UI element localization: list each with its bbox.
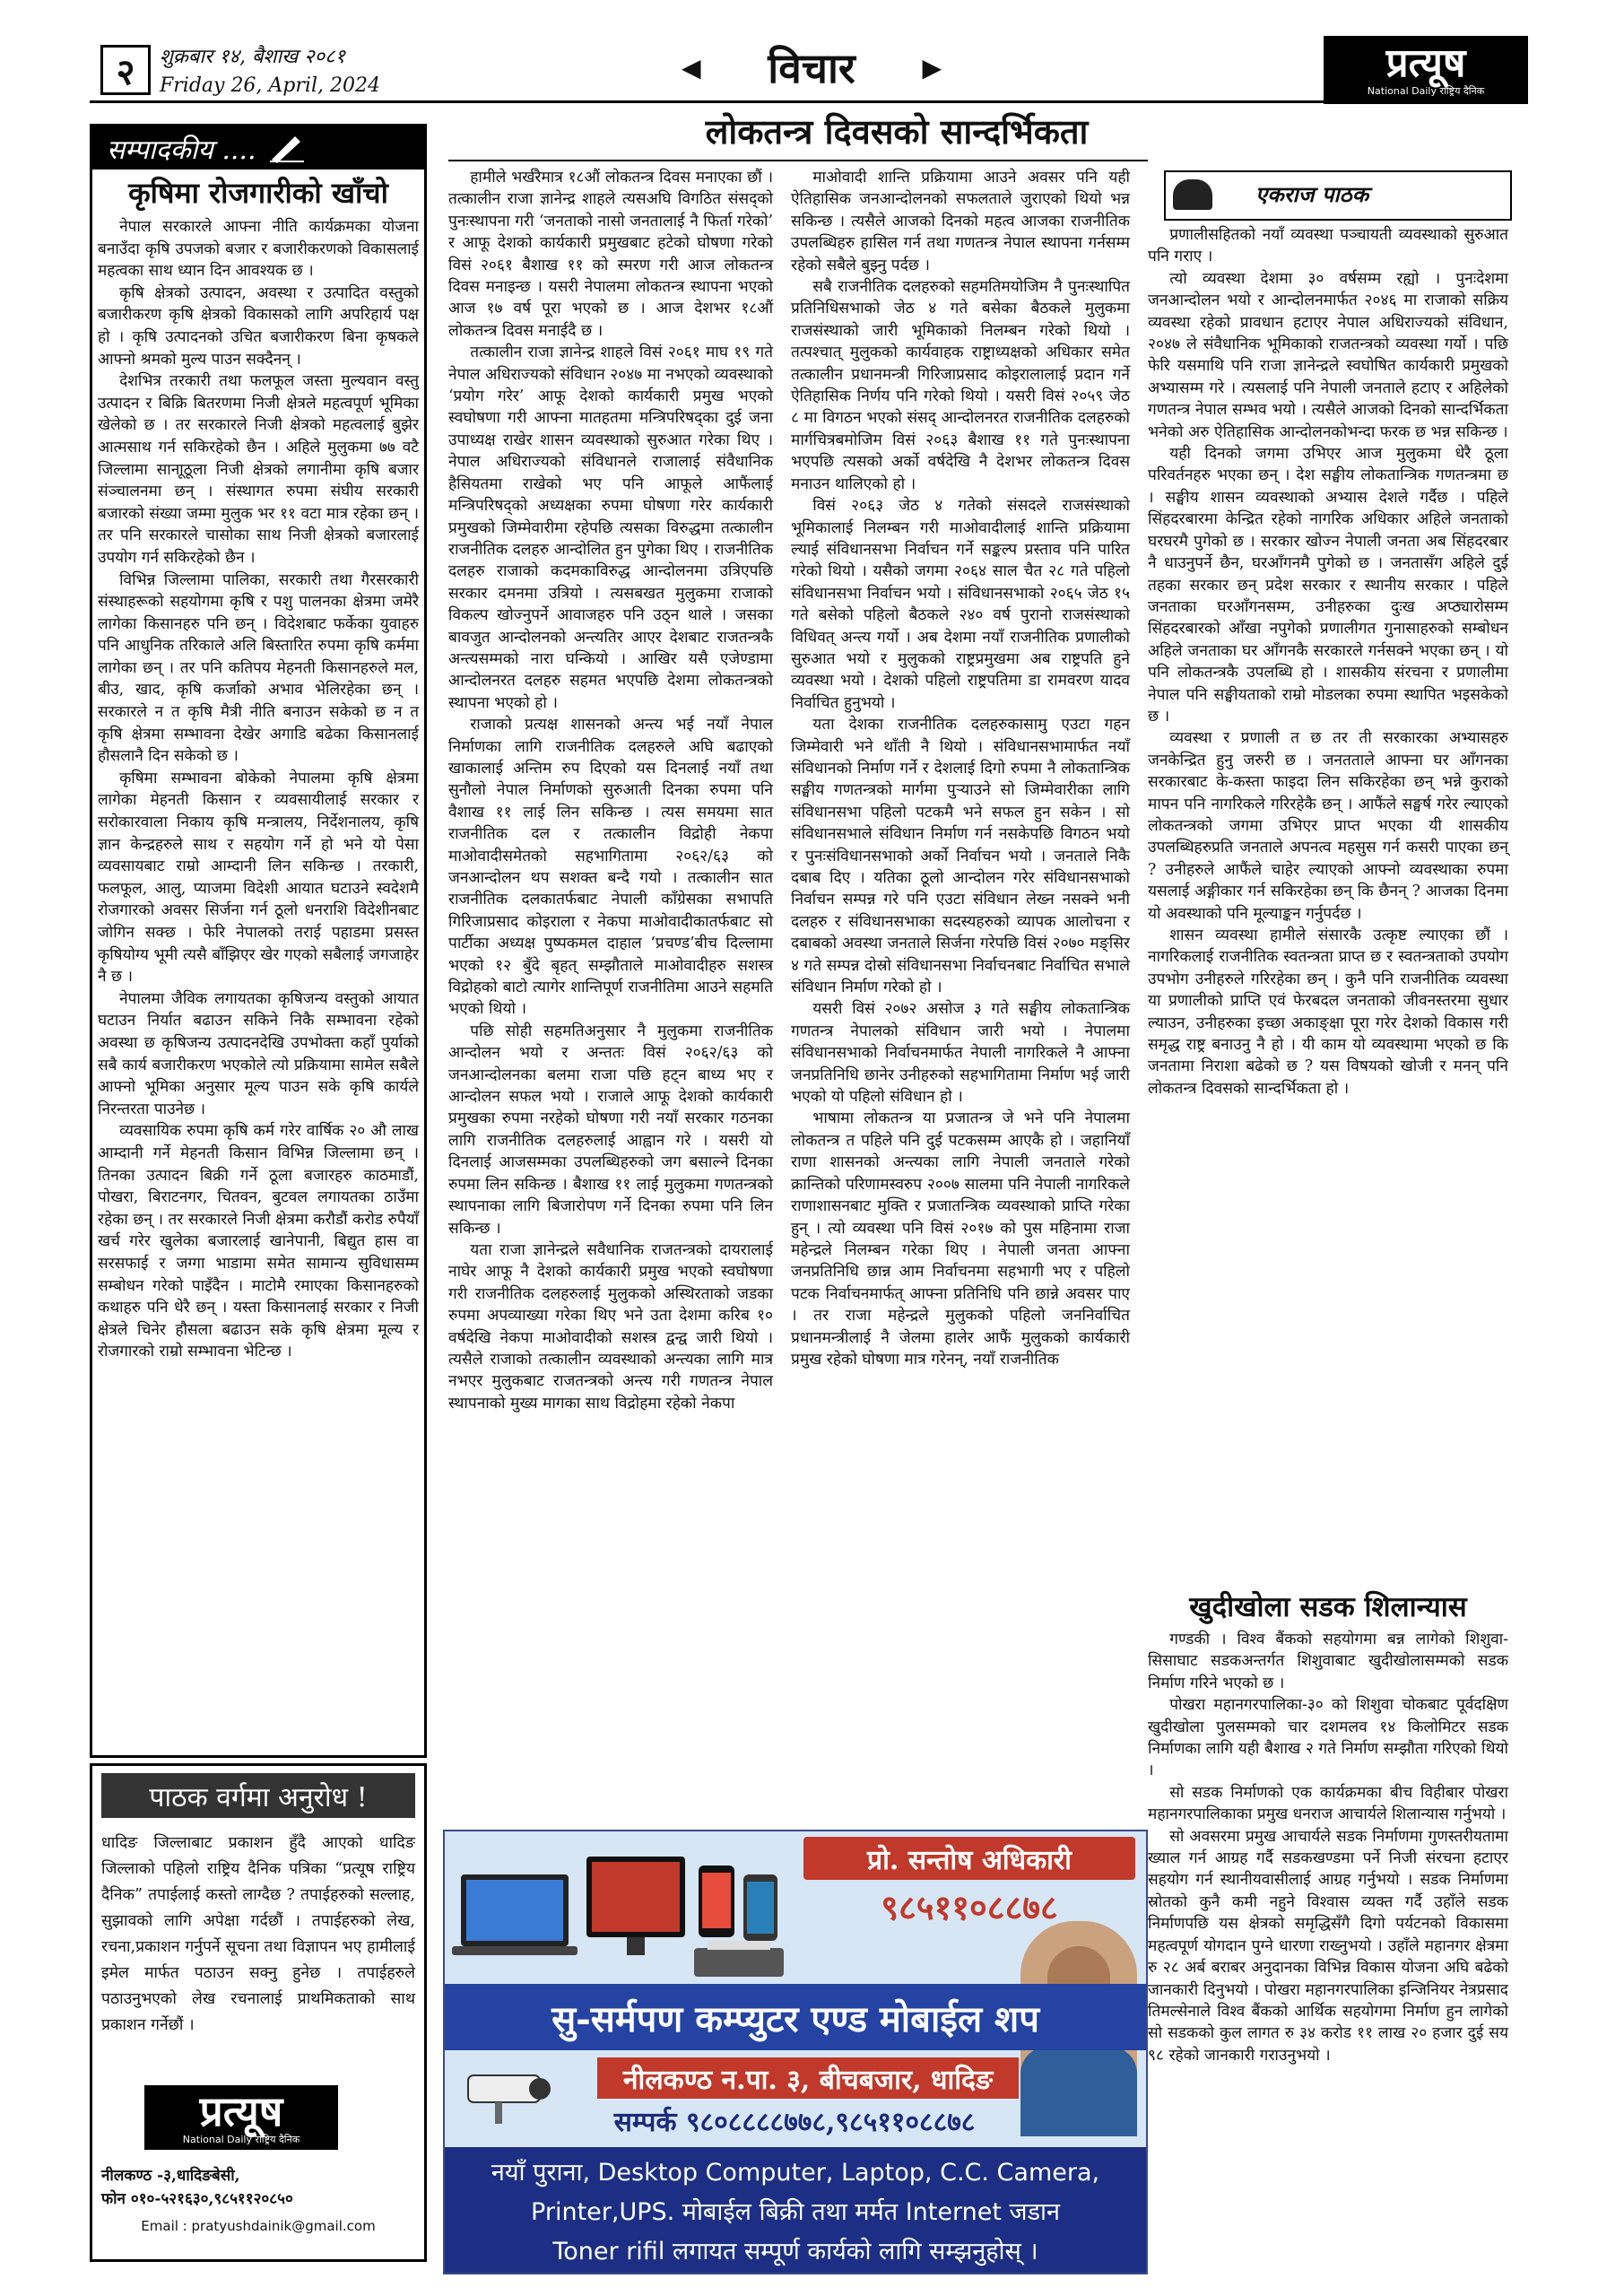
news-paragraph: पोखरा महानगरपालिका-३० को शिशुवा चोकबाट पूर्वदक्षिण खुदीखोला पुलसम्मको चार दशमलव १४ किलोमिटर सडक निर्माणका लागि यही बैशाख २ गते निर्माण सम्झौता गरिएको थियो ।	[1148, 1696, 1508, 1780]
triangle-left-icon: ◀	[682, 52, 701, 83]
editorial-paragraph: कृषि क्षेत्रको उत्पादन, अवस्था र उत्पादित वस्तुको बजारीकरण कृषि क्षेत्रको विकासको लागि अपरिहार्य पक्ष हो । कृषि उत्पादनको उचित बजारीकरण बिना कृषकले आफ्नो श्रमको मुल्य पाउन सक्दैनन् ।	[98, 283, 419, 369]
editorial-paragraph: नेपाल सरकारले आफ्ना नीति कार्यक्रमका योजना बनाउँदा कृषि उपजको बजार र बजारीकरणको विकासलाई महत्वका साथ ध्यान दिन आवश्यक छ ।	[98, 218, 419, 281]
devices-illustration	[452, 1839, 793, 1982]
services-line-3: Toner rifil लगायत सम्पूर्ण कार्यको लागि सम्झनुहोस् ।	[552, 2238, 1038, 2266]
article-rule	[448, 160, 1148, 161]
article-paragraph: तत्कालीन राजा ज्ञानेन्द्र शाहले विसं २०६१ माघ १९ गते नेपाल अधिराज्यको संविधान २०४७ मा नभएको व्यवस्थाको ‘प्रयोग गरेर’ आफू देशको कार्यकारी प्रमुख भएको स्वघोषणा गरी आफ्ना मातहतमा मन्त्रिपरिषद्का दुई जना उपाध्यक्ष राखेर शासन व्यवस्थाको सुरुआत गरेका थिए । नेपाल अधिराज्यको संविधानले राजालाई संवैधानिक हैसियतमा राखेको भए पनि आफूले आफैंलाई मन्त्रिपरिषद्को अध्यक्षका रुपमा घोषणा गरेर कार्यकारी प्रमुखको जिम्मेवारीमा रहेपछि त्यसका विरुद्धमा तत्कालीन राजनीतिक दलहरु आन्दोलित हुन पुगेका थिए । राजनीतिक दलहरु राजाको कदमकाविरुद्ध आन्दोलनमा उत्रिएपछि सरकार दमनमा उत्रियो । त्यसबखत मुलुकमा राजाको विकल्प खोज्नुपर्ने आवाजहरु पनि उठ्न थाले । जसका बावजुत आन्दोलनको अन्त्यतिर आएर देशबाट राजतन्त्रकै अन्त्यसम्मको नारा घन्कियो । आखिर यसै एजेण्डामा आन्दोलनरत दलहरु सहमत भएपछि देशमा लोकतन्त्रको स्थापना भएको हो ।	[448, 344, 773, 712]
notice-logo	[144, 2085, 338, 2150]
news-title: खुदीखोला सडक शिलान्यास	[1189, 1591, 1467, 1623]
article-paragraph: त्यो व्यवस्था देशमा ३० वर्षसम्म रह्यो । पुनःदेशमा जनआन्दोलन भयो र आन्दोलनमार्फत २०४६ मा राजाको सक्रिय व्यवस्था रहेको प्रावधान हटाएर नेपाल अधिराज्यको संविधान, २०४७ ले संवैधानिक भूमिकाको राजतन्त्रको व्यवस्था गर्यो । पछि फेरि यसमाथि पनि राजा ज्ञानेन्द्रले स्वघोषित कार्यकारी प्रमुखको अभ्यासम्म गरे । त्यसलाई पनि नेपाली जनताले हटाए र अहिलेको गणतन्त्र नेपाल सम्भव भयो । त्यसैले आजको दिनको सान्दर्भिकता भनेको अरु ऐतिहासिक आन्दोलनकोभन्दा फरक छ भन्न सकिन्छ ।	[1148, 269, 1508, 441]
proprietor-phone[interactable]: ९८५११०८८७८	[881, 1887, 1058, 1927]
news-paragraph: सो सडक निर्माणको एक कार्यक्रमका बीच विहीबार पोखरा महानगरपालिकाका प्रमुख धनराज आचार्यले शिलान्यास गर्नुभयो ।	[1148, 1783, 1508, 1824]
proprietor-name: प्रो. सन्तोष अधिकारी	[803, 1837, 1135, 1880]
news-body	[1148, 1629, 1508, 2066]
article-column-3	[1148, 224, 1508, 1100]
editorial-paragraph: व्यवसायिक रुपमा कृषि कर्म गरेर वार्षिक २० औ लाख आम्दानी गर्ने मेहनती किसान विभिन्न जिल्लामा छन् । तिनका उत्पादन बिक्री गर्ने ठूला बजारहरु काठमाडौं, पोखरा, बिराटनगर, चितवन, बुटवल लगायतका ठाउँमा रहेका छन् । तर सरकारले निजी क्षेत्रमा करौडौं करोड रुपैयाँ खर्च गरेर खुलेका बजारलाई खानेपानी, बिद्युत हास वा सरसफाई र जग्गा भाडामा समेत सामान्य सुविधासम्म सम्बोधन गरेको पाइँदैन । माटोमै रमाएका किसानहरुको कथाहरु पनि धेरै छन् । यस्ता किसानलाई सरकार र निजी क्षेत्रले चिनेर हौसला बढाउन सके कृषि क्षेत्रमा मूल्य र रोजगारको राम्रो सम्भावना भेटिन्छ ।	[98, 1122, 419, 1361]
advertisement[interactable]	[443, 1830, 1148, 2274]
editorial-box	[90, 124, 427, 1758]
editorial-banner-label: सम्पादकीय ....	[107, 134, 256, 166]
pen-icon	[268, 133, 304, 163]
article-paragraph: माओवादी शान्ति प्रक्रियामा आउने अवसर पनि यही ऐतिहासिक जनआन्दोलनको सफलताले जुराएको थियो भन्न सकिन्छ । त्यसैले आजको दिनको महत्व आजका राजनीतिक उपलब्धिहरु हासिल गर्न तथा गणतन्त्र नेपाल स्थापना गर्नसम्म रहेको सबैले बुझ्नु पर्दछ ।	[791, 169, 1130, 274]
article-paragraph: हामीले भर्खरैमात्र १८औं लोकतन्त्र दिवस मनाएका छौं । तत्कालीन राजा ज्ञानेन्द्र शाहले त्यसअघि विगठित संसद्को पुनःस्थापना गरी ‘जनताको नासो जनतालाई नै फिर्ता गरेको’ र आफू देशको कार्यकारी प्रमुखबाट हटेको घोषणा गरेको विसं २०६१ बैशाख ११ को स्मरण गरी आज लोकतन्त्र दिवस मनाइन्छ । यसरी नेपालमा लोकतन्त्र स्थापना भएको आज १७ वर्ष पूरा भएको छ । आज देशभर १८औं लोकतन्त्र दिवस मनाईदै छ ।	[448, 169, 773, 340]
editorial-paragraph: देशभित्र तरकारी तथा फलफूल जस्ता मुल्यवान वस्तु उत्पादन र बिक्रि बितरणमा निजी क्षेत्रले महत्वपूर्ण भूमिका खेलेको छ । तर सरकारले निजी क्षेत्रको महत्वलाई बुझेर आत्मसाथ गर्न सकिरहेको छैन । अहिले मुलुकमा ७७ वटै जिल्लामा सानाूठूला निजी क्षेत्रको लगानीमा कृषि बजार संञ्चालनमा छन् । संस्थागत रुपमा संघीय सरकारी बजारको संख्या जम्मा मुलुक भर ११ वटा मात्र रहेका छन् । तर पनि सरकारले चासोका साथ निजी क्षेत्रको बजारलाई उपयोग गर्न सकिरहेको छैन ।	[98, 372, 419, 567]
notice-banner: पाठक वर्गमा अनुरोध !	[101, 1773, 415, 1818]
notice-address	[101, 2164, 415, 2211]
article-paragraph: यसरी विसं २०७२ असोज ३ गते सङ्घीय लोकतान्त्रिक गणतन्त्र नेपालको संविधान जारी भयो । नेपालमा संविधानसभाको निर्वाचनमार्फत नेपाली नागरिकले नै आफ्ना जनप्रतिनिधि छानेर उनीहरुको सहभागितामा निर्माण भई जारी भएको यो पहिलो संविधान हो ।	[791, 1000, 1130, 1107]
news-paragraph: सो अवसरमा प्रमुख आचार्यले सडक निर्माणमा गुणस्तरीयतामा ख्याल गर्न आग्रह गर्दै सडकखण्डमा पर्ने निजी संरचना हटाएर सहयोग गर्न स्थानीयवासीलाई आग्रह गर्नुभयो । सडक निर्माणमा स्रोतको कुनै कमी नहुने विश्वास व्यक्त गर्दै उहाँले सडक निर्माणपछि यस क्षेत्रको समृद्धिसँगै दिगो पर्यटनको विकासमा महत्वपूर्ण योगदान पुग्ने धारणा राख्नुभयो । उहाँले महानगर क्षेत्रमा रु २८ अर्ब बराबर अनुदानका विभिन्न विकास योजना अघि बढेको जानकारी दिनुभयो । पोखरा महानगरपालिका इन्जिनियर नेत्रप्रसाद तिमल्सेनाले विश्व बैंकको आर्थिक सहयोगमा निर्माण हुन लागेको सो सडकको कुल लागत रु ३४ करोड ११ लाख २० हजार दुई सय ९८ रहेको जानकारी गराउनुभयो ।	[1148, 1827, 1508, 2065]
editorial-body	[98, 216, 419, 1363]
services-strip	[445, 2147, 1146, 2273]
article-paragraph: यता देशका राजनीतिक दलहरुकासामु एउटा गहन जिम्मेवारी भने थाँती नै थियो । संविधानसभामार्फत नयाँ संविधानको निर्माण गर्ने र देशलाई दिगो रुपमा नै लोकतान्त्रिक सङ्घीय गणतन्त्रको मार्गमा पुऱ्याउने सो जिम्मेवारीका लागि संविधानसभा पहिलो पटकमै भने सफल हुन सकेन । सो संविधानसभाले संविधान निर्माण गर्न नसकेपछि विगठन भयो र पुनःसंविधानसभाको अर्को निर्वाचन भयो । जनताले निकै दबाब दिए । यतिका ठूलो आन्दोलन गरेर संविधानसभाको निर्वाचन सम्पन्न गरे पनि एउटा संविधान लेख्न नसक्ने भनी दलहरु र संविधानसभाका सदस्यहरुको व्यापक आलोचना र दबाबको अवस्था जनताले सिर्जना गरेपछि विसं २०७० मङ्सिर ४ गते सम्पन्न दोस्रो संविधानसभा निर्वाचनबाट निर्वाचित सभाले संविधान निर्माण गरेको हो ।	[791, 716, 1130, 997]
article-paragraph: पछि सोही सहमतिअनुसार नै मुलुकमा राजनीतिक आन्दोलन भयो र अन्ततः विसं २०६२/६३ को जनआन्दोलनका बलमा राजा पछि हट्न बाध्य भए र आन्दोलन सफल भयो । राजाले आफू देशको कार्यकारी प्रमुखका रुपमा नरहेको घोषणा गरी नयाँ सरकार गठनका लागि राजनीतिक दलहरुलाई आह्वान गरे । यसरी यो दिनलाई आजसम्मका उपलब्धिहरुको जग बसाल्ने दिनका रुपमा लिन सकिन्छ । बैशाख ११ लाई मुलुकमा गणतन्त्रको स्थापनाका लागि बिजारोपण गर्ने दिनका रुपमा पनि लिन सकिन्छ ।	[448, 1022, 773, 1238]
masthead-logo	[1324, 36, 1528, 104]
phone-line: फोन ०१०-५२१६३०,९८५११२०८५०	[101, 2190, 293, 2208]
logo-sub: National Daily राष्ट्रिय दैनिक	[1367, 84, 1485, 97]
article-paragraph: प्रणालीसहितको नयाँ व्यवस्था पञ्चायती व्यवस्थाको सुरुआत पनि गराए ।	[1148, 226, 1508, 266]
date-english: Friday 26, April, 2024	[160, 74, 380, 97]
notice-logo-sub: National Daily राष्ट्रिय दैनिक	[182, 2133, 300, 2145]
shop-name: सु-सर्मपण कम्प्युटर एण्ड मोबाईल शप	[445, 1984, 1146, 2050]
shop-contact[interactable]: सम्पर्क ९८०८८८८७७८,९८५११०८८७८	[613, 2107, 976, 2138]
editorial-paragraph: कृषिमा सम्भावना बोकेको नेपालमा कृषि क्षेत्रमा लागेका मेहनती किसान र व्यवसायीलाई सरकार र सरोकारवाला निकाय कृषि मन्त्रालय, निर्देशनालय, कृषि ज्ञान केन्द्रहरुले साथ र सहयोग गर्ने हो भने यो पेसा व्यवसायबाट राम्रो आम्दानी लिन सकिन्छ । तरकारी, फलफूल, आलु, प्याजमा विदेशी आयात घटाउने स्वदेशमै रोजगारको अवसर सिर्जना गर्न ठूलो धनराशि विदेशीनबाट जोगिन सक्छ । फेरि नेपालको तराई पहाडमा प्रसस्त कृषियोग्य भूमी त्यसै बाँझिएर खेर गएको सबैलाई जगजाहेर नै छ ।	[98, 769, 419, 987]
laptop-icon	[452, 1874, 578, 1955]
article-paragraph: सबै राजनीतिक दलहरुको सहमतिमयोजिम नै पुनःस्थापित प्रतिनिधिसभाको जेठ ४ गते बसेका बैठकले मुलुकमा राजसंस्थाको जारी भूमिकाको निलम्बन गरेको थियो । तत्पश्चात् मुलुकको कार्यवाहक राष्ट्राध्यक्षको अधिकार समेत तत्कालीन प्रधानमन्त्री गिरिजाप्रसाद कोइरालालाई प्रदान गर्ने ऐतिहासिक निर्णय पनि गरेको थियो । यसरी विसं २०५९ जेठ ८ मा विगठन भएको संसद् आन्दोलनरत राजनीतिक दलहरुको मार्गचित्रबमोजिम विसं २०६३ बैशाख ११ गते पुनःस्थापना भएपछि त्यसको अर्को वर्षदेखि नै देशभर लोकतन्त्र दिवस मनाउन थालिएको हो ।	[791, 278, 1130, 493]
article-title: लोकतन्त्र दिवसको सान्दर्भिकता	[705, 111, 1089, 152]
phone-icon	[699, 1866, 777, 1941]
editorial-banner	[92, 126, 424, 170]
article-paragraph: शासन व्यवस्था हामीले संसारकै उत्कृष्ट ल्याएका छौं । नागरिकलाई राजनीतिक स्वतन्त्रता प्राप्त छ र स्वतन्त्रताको उपयोग उपभोग उनीहरुले गरिरहेका छन् । कुनै पनि राजनीतिक व्यवस्था या प्रणालीको प्राप्ति एवं फेरबदल जनताको जीवनस्तरमा सुधार ल्याउन, उनीहरुका इच्छा अकाङ्क्षा पूरा गरेर देशको विकास गरी समृद्ध राष्ट्र बनाउनु नै हो । यी काम यो व्यवस्थामा भएको छ कि जनतामा निराशा बढेको छ ? यस विषयको खोजी र मनन् पनि लोकतन्त्र दिवसको सान्दर्भिकता हो ।	[1148, 926, 1508, 1098]
dateline	[160, 43, 429, 100]
article-paragraph: राजाको प्रत्यक्ष शासनको अन्त्य भई नयाँ नेपाल निर्माणका लागि राजनीतिक दलहरुले अघि बढाएको खाकालाई अन्तिम रुप दिएको यस दिनलाई नयाँ तथा सुनौलो नेपाल निर्माणको सुरुआती दिनका रुपमा पनि वैशाख ११ लाई लिन सकिन्छ । त्यस समयमा सात राजनीतिक दल र तत्कालीन विद्रोही नेकपा माओवादीसमेतको सहभागितामा २०६२/६३ को जनआन्दोलन थप सशक्त बन्दै गयो । तत्कालीन सात राजनीतिक दलकातर्फबाट नेपाली काँग्रेसका सभापति गिरिजाप्रसाद कोइराला र नेकपा माओवादीकातर्फबाट सो पार्टीका अध्यक्ष पुष्पकमल दाहाल ‘प्रचण्ड’बीच दिल्लामा भएको १२ बुँदे बृहत् सम्झौताले माओवादीहरु सशस्त्र विद्रोहको बाटो त्यागेर शान्तिपूर्ण राजनीतिमा आउने सहमति भएको थियो ।	[448, 716, 773, 1019]
article-paragraph: यही दिनको जगमा उभिएर आज मुलुकमा धेरै ठूला परिवर्तनहरु भएका छन् । देश सङ्घीय लोकतान्त्रिक गणतन्त्रमा छ । सङ्घीय शासन व्यवस्थाको अभ्यास देशले गर्दैछ । पहिले सिंहदरबारमा केन्द्रित रहेको नागरिक अधिकार अहिले जनताको घरघरमै पुगेको छ । सरकार खोज्न नेपाली जनता अब सिंहदरबार नै धाउनुपर्ने छैन, घरआँगनमै पुगेको छ । जनतासँग अहिले दुई तहका सरकार छन् प्रदेश सरकार र स्थानीय सरकार । पहिले जनताका घरआँगनसम्म, उनीहरुका दुःख अप्ठ्यारोसम्म सिंहदरबारको आँखा नपुगेको प्रणालीगत गुनासाहरुको सम्बोधन अहिले जनताका घर आँगनकै सरकारले गर्नसक्ने भएका छन् । यो पनि लोकतन्त्रकै उपलब्धि हो । शासकीय संरचना र प्रणालीमा नेपाल पनि सङ्घीयताको राम्रो मोडलका रुपमा स्थापित भइसकेको छ ।	[1148, 445, 1508, 726]
article-paragraph: भाषामा लोकतन्त्र या प्रजातन्त्र जे भने पनि नेपालमा लोकतन्त्र त पहिले पनि दुई पटकसम्म आएकै हो । जहानियाँ राणा शासनको अन्त्यका लागि नेपाली जनताले गरेको क्रान्तिको परिणामस्वरुप २००७ सालमा पनि नेपाली नागरिकले राणाशासनबाट मुक्ति र प्रजातन्त्रिक व्यवस्थाको प्राप्ति गरेका हुन् । त्यो व्यवस्था पनि विसं २०१७ को पुस महिनामा राजा महेन्द्रले निलम्बन गरेका थिए । नेपाली जनता आफ्ना जनप्रतिनिधि छान्न आम निर्वाचनमा सहभागी भए र पहिलो पटक निर्वाचनमार्फत् आफ्ना प्रतिनिधि पनि छान्ने अवसर पाए । तर राजा महेन्द्रले मुलुकको पहिलो जननिर्वाचित प्रधानमन्त्रीलाई नै जेलमा हालेर आफैं मुलुकको कार्यकारी प्रमुख रहेको घोषणा मात्र गरेनन्, नयाँ राजनीतिक	[791, 1109, 1130, 1369]
section-label: विचार	[768, 44, 855, 92]
shop-address: नीलकण्ठ न.पा. ३, बीचबजार, धादिङ	[597, 2057, 1019, 2099]
editorial-title: कृषिमा रोजगारीको खाँचो	[128, 176, 388, 210]
page-number: २	[100, 45, 151, 95]
cctv-camera-icon	[459, 2059, 567, 2131]
article-paragraph: यता राजा ज्ञानेन्द्रले सवैधानिक राजतन्त्रको दायरालाई नाघेर आफू नै देशको कार्यकारी प्रमुख भएको स्वघोषणा गरी राजनीतिक दलहरुलाई मुलुकको अस्थिरताको जडका रुपमा अपव्याख्या गरेका थिए भने उता देशमा करिब १० वर्षदेखि नेकपा माओवादीको सशस्त्र द्वन्द्व जारी थियो । त्यसैले राजाको तत्कालीन व्यवस्थाको अन्त्यका लागि मात्र नभएर मुलुकबाट राजतन्त्रको अन्त्य गरी गणतन्त्र नेपाल स्थापनाको मुख्य मागका साथ विद्रोहमा रहेको नेकपा	[448, 1240, 773, 1413]
header-rule	[90, 100, 1524, 103]
logo-name: प्रत्यूष	[1385, 39, 1466, 86]
monitor-icon	[586, 1857, 685, 1955]
email-line[interactable]: Email : pratyushdainik@gmail.com	[141, 2218, 376, 2234]
article-paragraph: व्यवस्था र प्रणाली त छ तर ती सरकारका अभ्यासहरु जनकेन्द्रित हुनु जरुरी छ । जनतताले आफ्ना घर आँगनका सरकारबाट के-कस्ता फाइदा लिन सकिरहेका छन् भन्ने कुराको मापन पनि नागरिकले गरिरहेकै छन् । आफैंले सङ्घर्ष गरेर ल्याएको लोकतन्त्रको जगमा उभिएर प्राप्त भएका यी शासकीय उपलब्धिहरुप्रति जनताले अपनत्व महसुस गर्न कसरी पाएका छन् ? उनीहरुले आफैंले चाहेर ल्याएको आफ्नो व्यवस्थाका रुपमा यसलाई अङ्गीकार गर्न सकिरहेका छन् कि छैनन् ? आजका दिनमा यो अवस्थाको पनि मूल्याङ्कन गर्नुपर्दछ ।	[1148, 729, 1508, 923]
triangle-right-icon: ▶	[922, 52, 942, 83]
section-header	[682, 39, 942, 95]
services-line-2: Printer,UPS. मोबाईल बिक्री तथा मर्मत Internet जडान	[531, 2198, 1060, 2226]
author-box	[1164, 170, 1512, 221]
news-paragraph: गण्डकी । विश्व बैंकको सहयोगमा बन्न लागेको शिशुवा-सिसाघाट सडकअन्तर्गत शिशुवाबाट खुदीखोलासम्मको सडक निर्माण गरिने भएको छ ।	[1148, 1631, 1508, 1692]
article-column-1	[448, 167, 773, 1414]
address-line: नीलकण्ठ -३,धादिङबेसी,	[101, 2167, 240, 2185]
editorial-paragraph: विभिन्न जिल्लामा पालिका, सरकारी तथा गैरसरकारी संस्थाहरूको सहयोगमा कृषि र पशु पालनका क्षेत्रमा जमेरै लागेका किसानहरु पनि छन् । विदेशबाट फर्केका युवाहरु पनि आधुनिक तरिकाले अलि बिस्तारित रुपमा कृषि कर्ममा लागेका छन् । तर पनि कतिपय मेहनती किसानहरुले मल, बीउ, खाद, कृषि कर्जाको अभाव भेलिरहेका छन् । सरकारले न त कृषि मैत्री नीति बनाउन सकेको छ न त कृषि क्षेत्रमा सम्भावना देखेर अगाडि बढेका किसानलाई हौसलानै दिन सकेको छ ।	[98, 570, 419, 766]
date-nepali: शुक्रबार १४, बैशाख २०८१	[160, 46, 345, 68]
article-paragraph: विसं २०६३ जेठ ४ गतेको संसदले राजसंस्थाको भूमिकालाई निलम्बन गरी माओवादीलाई शान्ति प्रक्रियामा ल्याई संविधानसभा निर्वाचन गर्ने सङ्कल्प प्रस्ताव पनि पारित गरेको थियो । यसैको जगमा २०६४ साल चैत २८ गते पहिलो संविधानसभा निर्वाचन भयो । संविधानसभाको २०६५ जेठ १५ गते बसेको पहिलो बैठकले २४० वर्ष पुरानो राजसंस्थाको विधिवत् अन्त्य गर्यो । अब देशमा नयाँ राजनीतिक प्रणालीको सुरुआत भयो र मुलुकको राष्ट्रप्रमुखमा अब राष्ट्रपति हुने व्यवस्था भयो । देशको पहिलो राष्ट्रपतिमा डा रामवरण यादव निर्वाचित हुनुभयो ।	[791, 497, 1130, 712]
author-name: एकराज पाठक	[1255, 181, 1369, 207]
article-column-2	[791, 167, 1130, 1370]
notice-text: धादिङ जिल्लाबाट प्रकाशन हुँदै आएको धादिङ जिल्लाको पहिलो राष्ट्रिय दैनिक पत्रिका “प्रत्यूष राष्ट्रिय दैनिक” तपाईलाई कस्तो लाग्दैछ ? तपाईहरुको सल्लाह, सुझावको लागि अपेक्षा गर्दछौं । तपाईहरुको लेख, रचना,प्रकाशन गर्नुपर्ने सूचना तथा विज्ञापन भए हामीलाई इमेल मार्फत पठाउन सक्नु हुनेछ । तपाईहरुले पठाउनुभएको लेख रचनालाई प्राथमिकताको साथ प्रकाशन गर्नेछौं ।	[101, 1834, 415, 2034]
editorial-paragraph: नेपालमा जैविक लगायतका कृषिजन्य वस्तुको आयात घटाउन निर्यात बढाउन सकिने निकै सम्भावना रहेको अवस्था छ कृषिजन्य उत्पादनदेखि उपभोक्ता कहाँ पुर्याको सबै कार्य बजारीकरण भएकोले त्यो प्रक्रियामा सामेल सबैले आफ्नो भूमिका अनुसार मूल्य पाउन सके कृषि कार्यले निरन्तरता पाउनेछ ।	[98, 989, 419, 1118]
services-line-1: नयाँ पुराना, Desktop Computer, Laptop, C.C. Camera,	[491, 2159, 1100, 2187]
printer-icon	[694, 1941, 784, 1977]
reader-notice-box	[90, 1763, 427, 2262]
notice-logo-name: प्रत्यूष	[199, 2086, 283, 2135]
author-silhouette-icon	[1173, 179, 1212, 210]
